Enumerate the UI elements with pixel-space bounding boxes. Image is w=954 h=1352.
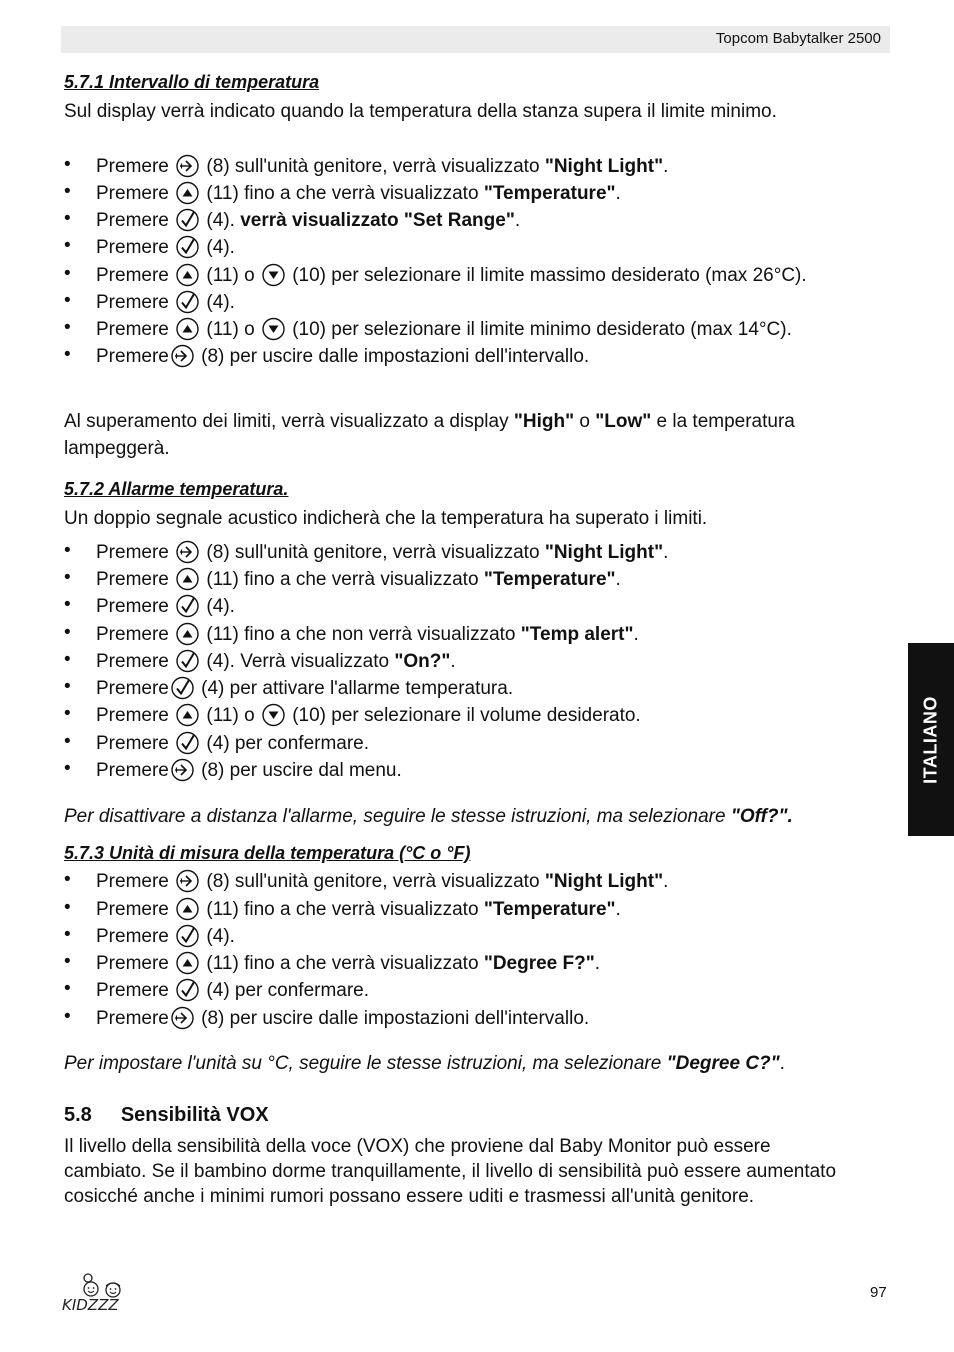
result-paragraph-cont: lampeggerà. bbox=[64, 438, 170, 459]
section-intro: Un doppio segnale acustico indicherà che la temperatura ha superato i limiti. bbox=[64, 508, 708, 529]
menu-exit-icon bbox=[169, 344, 196, 368]
section-note: Per disattivare a distanza l'allarme, seguire le stesse istruzioni, ma selezionare "Off?". bbox=[64, 806, 793, 827]
arrow-up-icon bbox=[174, 951, 201, 975]
arrow-up-icon bbox=[174, 897, 201, 921]
arrow-down-icon bbox=[260, 263, 287, 287]
section-heading-5-7-3: 5.7.3 Unità di misura della temperatura (°C o °F) bbox=[64, 843, 471, 863]
menu-exit-icon bbox=[169, 758, 196, 782]
logo-text: KIDZZZ bbox=[62, 1296, 119, 1314]
menu-exit-icon bbox=[174, 869, 201, 893]
language-tab-label: ITALIANO bbox=[920, 695, 941, 784]
check-icon bbox=[174, 924, 201, 948]
header-title: Topcom Babytalker 2500 bbox=[715, 30, 881, 47]
vox-paragraph-line: cambiato. Se il bambino dorme tranquillamente, il livello di sensibilità può essere aumentato bbox=[64, 1161, 837, 1182]
arrow-up-icon bbox=[174, 567, 201, 591]
check-icon bbox=[174, 594, 201, 618]
menu-exit-icon bbox=[174, 540, 201, 564]
vox-paragraph-line: cosicché anche i minimi rumori possano essere uditi e trasmessi all'unità genitore. bbox=[64, 1186, 755, 1207]
section-intro: Sul display verrà indicato quando la temperatura della stanza supera il limite minimo. bbox=[64, 101, 777, 122]
arrow-up-icon bbox=[174, 703, 201, 727]
section-note: Per impostare l'unità su °C, seguire le stesse istruzioni, ma selezionare "Degree C?". bbox=[64, 1053, 785, 1074]
arrow-down-icon bbox=[260, 703, 287, 727]
arrow-up-icon bbox=[174, 263, 201, 287]
check-icon bbox=[174, 290, 201, 314]
page-number: 97 bbox=[870, 1284, 887, 1301]
menu-exit-icon bbox=[174, 154, 201, 178]
check-icon bbox=[169, 676, 196, 700]
check-icon bbox=[174, 978, 201, 1002]
check-icon bbox=[174, 731, 201, 755]
result-paragraph: Al superamento dei limiti, verrà visualizzato a display "High" o "Low" e la temperatura bbox=[64, 411, 795, 432]
check-icon bbox=[174, 235, 201, 259]
section-heading-5-8: 5.8 Sensibilità VOX bbox=[64, 1104, 269, 1126]
section-heading-5-7-1: 5.7.1 Intervallo di temperatura bbox=[64, 72, 320, 92]
section-heading-5-7-2: 5.7.2 Allarme temperatura. bbox=[64, 479, 289, 499]
check-icon bbox=[174, 208, 201, 232]
language-tab bbox=[908, 643, 954, 836]
arrow-down-icon bbox=[260, 317, 287, 341]
menu-exit-icon bbox=[169, 1006, 196, 1030]
header-bar bbox=[61, 26, 890, 53]
kidzzz-logo bbox=[60, 1272, 132, 1314]
arrow-up-icon bbox=[174, 317, 201, 341]
check-icon bbox=[174, 649, 201, 673]
arrow-up-icon bbox=[174, 181, 201, 205]
arrow-up-icon bbox=[174, 622, 201, 646]
vox-paragraph-line: Il livello della sensibilità della voce (VOX) che proviene dal Baby Monitor può essere bbox=[64, 1136, 771, 1157]
